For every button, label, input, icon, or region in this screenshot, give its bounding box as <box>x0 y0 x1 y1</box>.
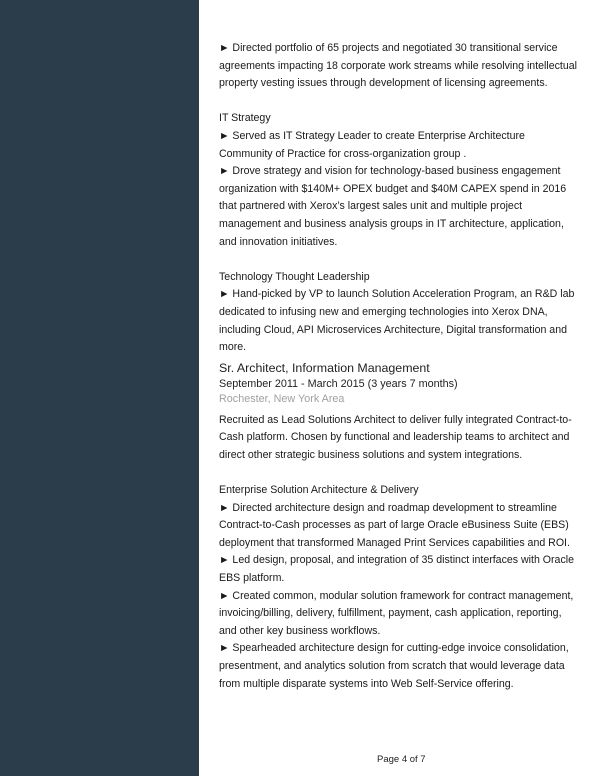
enterprise-bullet: ► Spearheaded architecture design for cutting-edge invoice consolidation, presentment, and analytics solution from scratch that would leverage data from multiple disparate systems into Web Self-Service offering. <box>219 642 569 690</box>
it-strategy-bullet: ► Drove strategy and vision for technology-based business engagement organization with $140M+ OPEX budget and $40M CAPEX spend in 2016 that partnered with Xerox’s largest sales unit and multiple project management and business analysis groups in IT architecture, application, and innovation initiatives. <box>219 165 567 248</box>
enterprise-bullet: ► Created common, modular solution framework for contract management, invoicing/billing, delivery, fulfillment, payment, cash application, reporting, and other key business workflows. <box>219 589 574 637</box>
resume-content <box>219 40 581 693</box>
job-location: Rochester, New York Area <box>219 392 345 405</box>
sidebar-panel <box>0 0 199 776</box>
enterprise-bullet: ► Led design, proposal, and integration of 35 distinct interfaces with Oracle EBS platform. <box>219 554 574 585</box>
thought-leadership-heading: Technology Thought Leadership <box>219 270 370 283</box>
enterprise-bullet: ► Directed architecture design and roadmap development to streamline Contract-to-Cash processes as part of large Oracle eBusiness Suite (EBS) deployment that transformed Managed Print Services capabilities and ROI. <box>219 501 570 549</box>
enterprise-heading: Enterprise Solution Architecture & Delivery <box>219 484 419 497</box>
job-title: Sr. Architect, Information Management <box>219 360 430 375</box>
thought-leadership-bullet: ► Hand-picked by VP to launch Solution Acceleration Program, an R&D lab dedicated to infusing new and emerging technologies into Xerox DNA, including Cloud, API Microservices Architecture, Digital transformation and more. <box>219 288 575 354</box>
it-strategy-bullet: ► Served as IT Strategy Leader to create Enterprise Architecture Community of Practice for cross-organization group . <box>219 129 525 160</box>
job-dates: September 2011 - March 2015 (3 years 7 months) <box>219 377 458 390</box>
it-strategy-heading: IT Strategy <box>219 112 271 125</box>
page-number: Page 4 of 7 <box>377 754 426 765</box>
job-summary: Recruited as Lead Solutions Architect to deliver fully integrated Contract-to-Cash platform. Chosen by functional and leadership teams to architect and direct other strategic business solutions and system integrations. <box>219 413 572 461</box>
intro-bullet: ► Directed portfolio of 65 projects and negotiated 30 transitional service agreements impacting 18 corporate work streams while resolving intellectual property vesting issues through development of licensing agreements. <box>219 42 577 90</box>
